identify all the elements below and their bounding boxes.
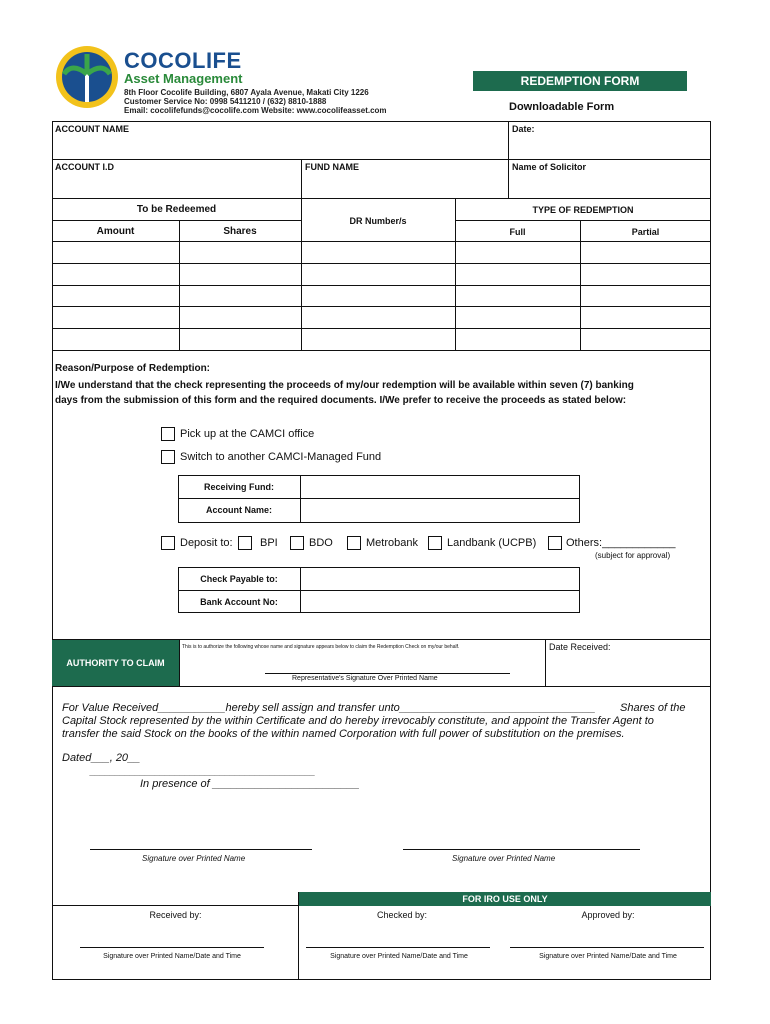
- bpi-checkbox[interactable]: [238, 536, 252, 550]
- account-name-label: ACCOUNT NAME: [55, 124, 129, 134]
- landbank-checkbox[interactable]: [428, 536, 442, 550]
- type-of-redemption-header: TYPE OF REDEMPTION: [532, 205, 634, 215]
- subject-approval-note: (subject for approval): [595, 551, 671, 560]
- pickup-label: Pick up at the CAMCI office: [180, 428, 315, 440]
- deposit-label: Deposit to:: [180, 537, 233, 549]
- amount-header: Amount: [96, 226, 135, 237]
- solicitor-label: Name of Solicitor: [512, 162, 587, 172]
- presence-line: In presence of ________________________: [140, 778, 360, 790]
- account-id-label: ACCOUNT I.D: [55, 162, 114, 172]
- contact-email: Email: cocolifefunds@cocolife.com Website: www.cocolifeasset.com: [124, 106, 387, 115]
- metrobank-label: Metrobank: [366, 537, 418, 549]
- transfer-line-2: Capital Stock represented by the within Certificate and do hereby irrevocably constitute, and appoint the Transfer Agent to: [62, 715, 654, 727]
- signature-label-2: Signature over Printed Name: [452, 854, 556, 863]
- fund-name-label: FUND NAME: [305, 162, 359, 172]
- iro-title: FOR IRO USE ONLY: [299, 892, 711, 906]
- to-be-redeemed-label: To be Redeemed: [136, 204, 217, 215]
- form-subtitle: Downloadable Form: [509, 101, 615, 113]
- iro-sig-approved: Signature over Printed Name/Date and Time: [539, 953, 677, 960]
- address: 8th Floor Cocolife Building, 6807 Ayala Avenue, Makati City 1226: [124, 88, 369, 97]
- blank-signature-line: _____________________________________________: [90, 767, 316, 777]
- form-title: REDEMPTION FORM: [473, 71, 687, 91]
- checked-by-label: Checked by:: [376, 910, 428, 920]
- transfer-line-3: transfer the said Stock on the books of the within named Corporation with full power of substitution on the premises.: [62, 728, 625, 740]
- deposit-checkbox[interactable]: [161, 536, 175, 550]
- company-logo: [54, 44, 120, 110]
- partial-header: Partial: [631, 227, 660, 237]
- bdo-checkbox[interactable]: [290, 536, 304, 550]
- dr-number-header: DR Number/s: [349, 216, 407, 226]
- date-label: Date:: [512, 124, 535, 134]
- metrobank-checkbox[interactable]: [347, 536, 361, 550]
- customer-service: Customer Service No: 0998 5411210 / (632) 8810-1888: [124, 97, 327, 106]
- receiving-fund-label: Receiving Fund:: [203, 482, 274, 492]
- received-by-label: Received by:: [149, 910, 202, 920]
- statement-line-1: I/We understand that the check representing the proceeds of my/our redemption will be available within seven (7) banking: [55, 380, 634, 391]
- transfer-line-1-end: Shares of the: [620, 702, 686, 714]
- check-payable-label: Check Payable to:: [200, 574, 278, 584]
- signature-label-1: Signature over Printed Name: [142, 854, 246, 863]
- reason-title: Reason/Purpose of Redemption:: [55, 363, 211, 374]
- bpi-label: BPI: [260, 537, 278, 549]
- transfer-line-1: For Value Received___________hereby sell assign and transfer unto________________________________: [62, 702, 596, 714]
- others-checkbox[interactable]: [548, 536, 562, 550]
- others-label: Others:____________: [566, 537, 676, 549]
- representative-signature-label: Representative's Signature Over Printed Name: [292, 675, 438, 682]
- authority-title: AUTHORITY TO CLAIM: [52, 640, 179, 686]
- authority-note: This is to authorize the following whose name and signature appears below to claim the Redemption Check on my/our behalf.: [182, 644, 460, 650]
- statement-line-2: days from the submission of this form and the required documents. I/We prefer to receive the proceeds as stated below:: [55, 395, 627, 406]
- iro-sig-checked: Signature over Printed Name/Date and Time: [330, 953, 468, 960]
- bdo-label: BDO: [309, 537, 333, 549]
- shares-header: Shares: [223, 226, 257, 237]
- switch-label: Switch to another CAMCI-Managed Fund: [180, 451, 382, 463]
- iro-sig-received: Signature over Printed Name/Date and Time: [103, 953, 241, 960]
- brand-sub: Asset Management: [124, 71, 243, 86]
- pickup-checkbox[interactable]: [161, 427, 175, 441]
- full-header: Full: [509, 227, 526, 237]
- brand-name: COCOLIFE: [124, 48, 242, 73]
- account-name-switch-label: Account Name:: [205, 505, 272, 515]
- date-received-label: Date Received:: [549, 642, 611, 652]
- dated-line: Dated___, 20__: [62, 752, 141, 764]
- approved-by-label: Approved by:: [581, 910, 635, 920]
- landbank-label: Landbank (UCPB): [447, 537, 537, 549]
- switch-checkbox[interactable]: [161, 450, 175, 464]
- bank-account-label: Bank Account No:: [200, 597, 278, 607]
